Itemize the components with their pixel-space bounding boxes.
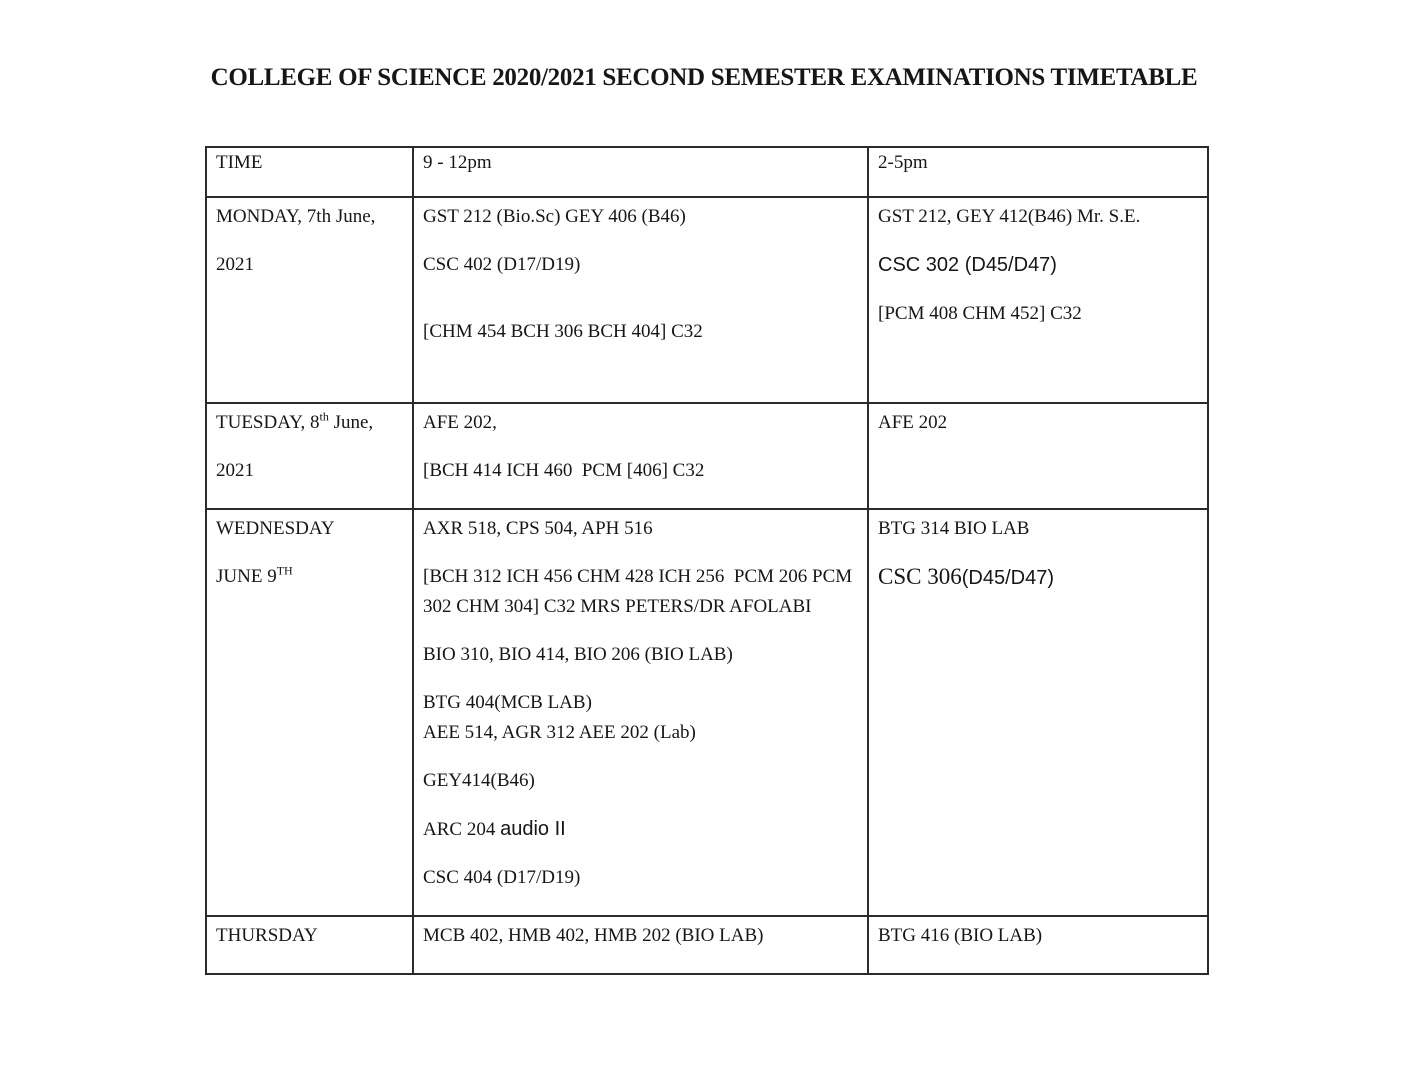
exam-entry-line [878, 250, 1198, 281]
exam-entry-line [878, 562, 1198, 594]
text-segment: CSC 306 [878, 564, 962, 589]
exam-entry [878, 921, 1198, 951]
exam-entry-line [216, 456, 403, 486]
text-segment: [CHM 454 BCH 306 BCH 404] C32 [423, 321, 703, 342]
text-segment: AXR 518, CPS 504, APH 516 [423, 518, 653, 539]
page-title: COLLEGE OF SCIENCE 2020/2021 SECOND SEMESTER EXAMINATIONS TIMETABLE [210, 64, 1198, 91]
exam-entry-line [423, 514, 858, 544]
exam-entry [423, 250, 858, 280]
exam-entry [423, 863, 858, 893]
text-segment: th [319, 409, 329, 424]
exam-entry-line [423, 202, 858, 232]
exam-entry [423, 317, 858, 347]
day-cell [206, 197, 413, 403]
exam-timetable [205, 146, 1209, 975]
exam-entry [216, 250, 403, 280]
text-segment: GEY414(B46) [423, 770, 535, 791]
timetable-header [206, 147, 1208, 197]
exam-entry-line [216, 202, 403, 232]
exam-entry-line [423, 921, 858, 951]
exam-entry-line [423, 640, 858, 670]
text-segment: GST 212 (Bio.Sc) GEY 406 (B46) [423, 206, 686, 227]
exam-entry-line [216, 408, 403, 438]
header-row [206, 147, 1208, 197]
exam-entry [423, 562, 858, 622]
exam-entry-line [216, 921, 403, 951]
morning-cell [413, 197, 868, 403]
text-segment: June, [328, 412, 374, 433]
exam-entry-line [423, 688, 858, 718]
afternoon-cell [868, 197, 1208, 403]
exam-entry [216, 514, 403, 544]
exam-entry [216, 921, 403, 951]
text-segment: WEDNESDAY [216, 518, 335, 539]
text-segment: TUESDAY, 8 [216, 412, 320, 433]
exam-entry [878, 514, 1198, 544]
text-segment: audio II [500, 818, 566, 840]
text-segment: CSC 302 (D45/D47) [878, 254, 1057, 276]
exam-entry [423, 514, 858, 544]
text-segment: (D45/D47) [961, 567, 1054, 589]
header-morning-slot: 9 - 12pm [413, 147, 868, 197]
text-segment: 2021 [216, 460, 254, 481]
text-segment: AFE 202 [878, 412, 948, 433]
text-segment: BTG 404(MCB LAB) [423, 692, 592, 713]
exam-entry-line [423, 562, 858, 622]
table-row [206, 916, 1208, 974]
exam-entry [878, 202, 1198, 232]
exam-entry-line [878, 299, 1198, 329]
exam-entry-line [423, 408, 858, 438]
exam-entry-line [423, 766, 858, 796]
day-cell [206, 916, 413, 974]
text-segment: [BCH 414 ICH 460 PCM [406] C32 [423, 460, 705, 481]
exam-entry [878, 299, 1198, 329]
morning-cell [413, 403, 868, 509]
exam-entry [423, 456, 858, 486]
text-segment: JUNE 9 [216, 566, 277, 587]
text-segment: MONDAY, 7th June, [216, 206, 376, 227]
text-segment: [BCH 312 ICH 456 CHM 428 ICH 256 PCM 206 PCM 302 CHM 304] C32 MRS PETERS/DR AFOLABI [423, 566, 857, 617]
exam-entry [423, 766, 858, 796]
text-segment: BTG 314 BIO LAB [878, 518, 1030, 539]
timetable-body [206, 197, 1208, 974]
text-segment: AEE 514, AGR 312 AEE 202 (Lab) [423, 722, 696, 743]
exam-entry [423, 688, 858, 748]
text-segment: MCB 402, HMB 402, HMB 202 (BIO LAB) [423, 925, 764, 946]
table-row [206, 403, 1208, 509]
exam-entry-line [216, 562, 403, 592]
exam-entry [878, 408, 1198, 438]
header-afternoon-slot: 2-5pm [868, 147, 1208, 197]
text-segment: GST 212, GEY 412(B46) Mr. S.E. [878, 206, 1141, 227]
afternoon-cell [868, 403, 1208, 509]
exam-entry-line [423, 456, 858, 486]
exam-entry-line [878, 921, 1198, 951]
text-segment: TH [276, 563, 293, 578]
exam-entry-line [423, 814, 858, 845]
text-segment: [PCM 408 CHM 452] C32 [878, 303, 1082, 324]
blank-line [423, 298, 858, 317]
afternoon-cell [868, 509, 1208, 916]
exam-entry-line [423, 863, 858, 893]
exam-entry [216, 202, 403, 232]
exam-entry-line [878, 514, 1198, 544]
exam-entry [423, 408, 858, 438]
morning-cell [413, 916, 868, 974]
afternoon-cell [868, 916, 1208, 974]
exam-entry [216, 562, 403, 592]
morning-cell [413, 509, 868, 916]
table-row [206, 197, 1208, 403]
day-cell [206, 403, 413, 509]
day-cell [206, 509, 413, 916]
exam-entry [878, 562, 1198, 594]
exam-entry [216, 456, 403, 486]
text-segment: CSC 402 (D17/D19) [423, 254, 581, 275]
exam-entry [878, 250, 1198, 281]
exam-entry-line [216, 250, 403, 280]
exam-entry-line [423, 250, 858, 280]
exam-entry-line [878, 202, 1198, 232]
exam-entry [216, 408, 403, 438]
exam-entry [423, 814, 858, 845]
table-row [206, 509, 1208, 916]
exam-entry [423, 202, 858, 232]
text-segment: AFE 202, [423, 412, 497, 433]
header-time: TIME [206, 147, 413, 197]
exam-entry [423, 640, 858, 670]
text-segment: BIO 310, BIO 414, BIO 206 (BIO LAB) [423, 644, 733, 665]
exam-entry-line [878, 408, 1198, 438]
exam-entry-line [423, 317, 858, 347]
text-segment: 2021 [216, 254, 254, 275]
text-segment: ARC 204 [423, 819, 501, 840]
exam-entry-line [216, 514, 403, 544]
exam-entry [423, 921, 858, 951]
text-segment: CSC 404 (D17/D19) [423, 867, 581, 888]
text-segment: THURSDAY [216, 925, 318, 946]
text-segment: BTG 416 (BIO LAB) [878, 925, 1043, 946]
exam-entry-line [423, 718, 858, 748]
